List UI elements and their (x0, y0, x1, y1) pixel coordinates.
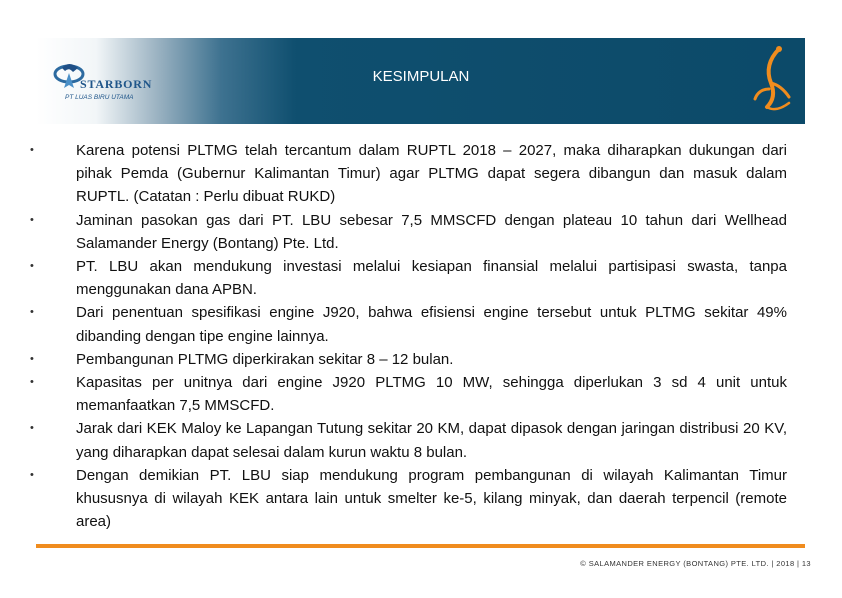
list-item (30, 371, 787, 417)
list-item-text: Dengan demikian PT. LBU siap mendukung program pembangunan di wilayah Kalimantan Timur khususnya di wilayah KEK antara lain untuk smelter ke-5, kilang minyak, dan daerah terpencil (remote area) (76, 466, 787, 531)
bullet-icon: • (30, 422, 34, 435)
starborn-logo (52, 58, 182, 108)
list-item-text: Jaminan pasokan gas dari PT. LBU sebesar 7,5 MMSCFD dengan plateau 10 tahun dari Wellhead Salamander Energy (Bontang) Pte. Ltd. (76, 211, 787, 252)
list-item (30, 301, 787, 347)
bullet-icon: • (30, 376, 34, 389)
list-item-text: Dari penentuan spesifikasi engine J920, bahwa efisiensi engine tersebut untuk PLTMG sekitar 49% dibanding dengan tipe engine lainnya. (76, 304, 787, 345)
bullet-icon: • (30, 144, 34, 156)
bullet-icon: • (30, 468, 34, 481)
footer-copyright: © SALAMANDER ENERGY (BONTANG) PTE. LTD. | 2018 | 13 (580, 559, 811, 568)
list-item (30, 348, 787, 371)
bullet-icon: • (30, 260, 34, 273)
bullet-icon: • (30, 213, 34, 226)
list-item (30, 464, 787, 534)
logo-name: STARBORN (80, 77, 153, 91)
list-item (30, 139, 787, 209)
list-item-text: Pembangunan PLTMG diperkirakan sekitar 8 – 12 bulan. (76, 350, 454, 368)
list-item (30, 209, 787, 255)
bullet-icon: • (30, 306, 34, 319)
list-item (30, 255, 787, 301)
list-item-text: Kapasitas per unitnya dari engine J920 PLTMG 10 MW, sehingga diperlukan 3 sd 4 unit untuk memanfaatkan 7,5 MMSCFD. (76, 374, 787, 415)
list-item-text: PT. LBU akan mendukung investasi melalui kesiapan finansial melalui partisipasi swasta, tanpa menggunakan dana APBN. (76, 258, 787, 299)
list-item-text: Karena potensi PLTMG telah tercantum dalam RUPTL 2018 – 2027, maka diharapkan dukungan dari pihak Pemda (Gubernur Kalimantan Timur) agar PLTMG dapat segera dibangun dan masuk dalam RUPTL. (Catatan : Perlu dibuat RUKD) (76, 142, 787, 206)
conclusion-list (30, 139, 787, 533)
list-item-text: Jarak dari KEK Maloy ke Lapangan Tutung sekitar 20 KM, dapat dipasok dengan jaringan distribusi 20 KV, yang diharapkan dapat selesai dalam kurun waktu 8 bulan. (76, 420, 787, 461)
list-item (30, 417, 787, 463)
logo-tagline: PT LUAS BIRU UTAMA (65, 94, 134, 101)
header-banner (36, 38, 805, 124)
page-title: KESIMPULAN (372, 68, 470, 85)
salamander-logo-icon (749, 45, 799, 117)
bullet-icon: • (30, 352, 34, 365)
footer-divider (36, 544, 805, 548)
